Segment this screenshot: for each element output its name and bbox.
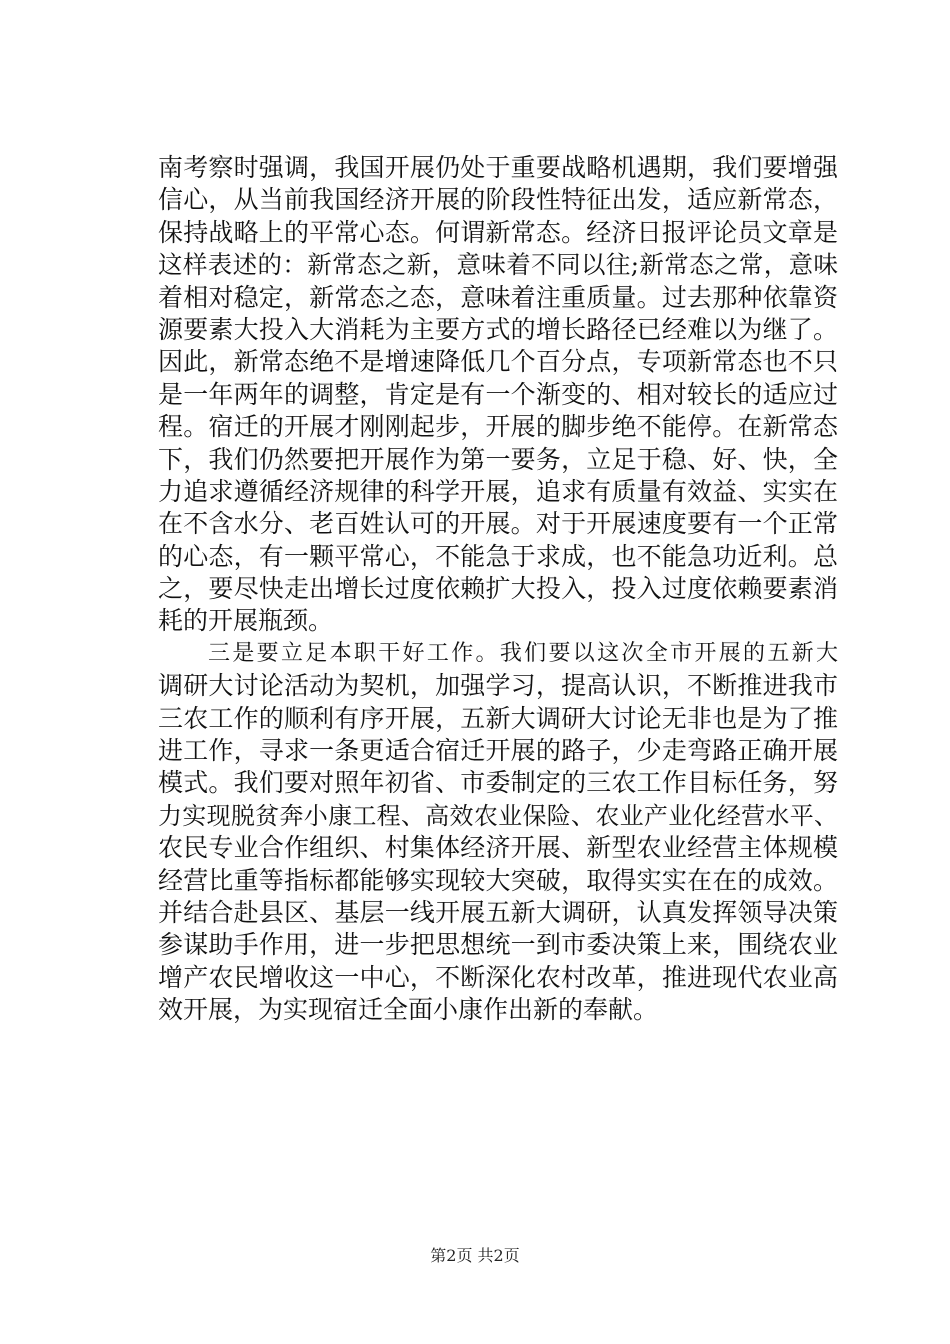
paragraph-1-line-14: 之，要尽快走出增长过度依赖扩大投入，投入过度依赖要素消 (158, 574, 838, 604)
paragraph-1-line-10: 下，我们仍然要把开展作为第一要务，立足于稳、好、快，全 (158, 444, 838, 474)
paragraph-1-line-1: 南考察时强调，我国开展仍处于重要战略机遇期，我们要增强 (158, 153, 838, 182)
paragraph-2-line-7: 农民专业合作组织、村集体经济开展、新型农业经营主体规模 (158, 833, 838, 863)
paragraph-2-line-3: 三农工作的顺利有序开展，五新大调研大讨论无非也是为了推 (158, 703, 838, 733)
paragraph-1-line-11: 力追求遵循经济规律的科学开展，追求有质量有效益、实实在 (158, 476, 838, 506)
paragraph-2-line-9: 并结合赴县区、基层一线开展五新大调研，认真发挥领导决策 (158, 897, 838, 927)
page-number-footer: 第2页 共2页 (430, 1246, 520, 1265)
paragraph-1-line-3: 保持战略上的平常心态。何谓新常态。经济日报评论员文章是 (158, 217, 838, 247)
paragraph-1-line-12: 在不含水分、老百姓认可的开展。对于开展速度要有一个正常 (158, 509, 838, 539)
paragraph-1-line-2: 信心，从当前我国经济开展的阶段性特征出发，适应新常态， (158, 185, 838, 215)
paragraph-1-line-7: 因此，新常态绝不是增速降低几个百分点，专项新常态也不只 (158, 347, 838, 377)
paragraph-1-line-8: 是一年两年的调整，肯定是有一个渐变的、相对较长的适应过 (158, 379, 838, 409)
paragraph-1-line-5: 着相对稳定，新常态之态，意味着注重质量。过去那种依靠资 (158, 282, 838, 312)
document-body (158, 152, 838, 1027)
paragraph-2-line-11: 增产农民增收这一中心，不断深化农村改革，推进现代农业高 (158, 962, 838, 992)
paragraph-2-line-6: 力实现脱贫奔小康工程、高效农业保险、农业产业化经营水平、 (158, 801, 838, 830)
paragraph-1-line-9: 程。宿迁的开展才刚刚起步，开展的脚步绝不能停。在新常态 (158, 412, 838, 442)
paragraph-1-line-4: 这样表述的：新常态之新，意味着不同以往;新常态之常，意味 (158, 250, 838, 280)
paragraph-1-line-15: 耗的开展瓶颈。 (158, 606, 334, 636)
paragraph-2-line-8: 经营比重等指标都能够实现较大突破，取得实实在在的成效。 (158, 865, 838, 895)
paragraph-2-line-10: 参谋助手作用，进一步把思想统一到市委决策上来，围绕农业 (158, 930, 838, 960)
paragraph-1-line-13: 的心态，有一颗平常心，不能急于求成，也不能急功近利。总 (158, 541, 838, 571)
paragraph-1-line-6: 源要素大投入大消耗为主要方式的增长路径已经难以为继了。 (158, 314, 838, 344)
paragraph-2-line-1: 三是要立足本职干好工作。我们要以这次全市开展的五新大 (208, 640, 838, 666)
paragraph-2-line-12: 效开展，为实现宿迁全面小康作出新的奉献。 (158, 995, 659, 1025)
paragraph-2-line-5: 模式。我们要对照年初省、市委制定的三农工作目标任务，努 (158, 768, 838, 798)
paragraph-2-line-2: 调研大讨论活动为契机，加强学习，提高认识，不断推进我市 (158, 671, 838, 701)
paragraph-2-line-4: 进工作，寻求一条更适合宿迁开展的路子，少走弯路正确开展 (158, 736, 838, 766)
